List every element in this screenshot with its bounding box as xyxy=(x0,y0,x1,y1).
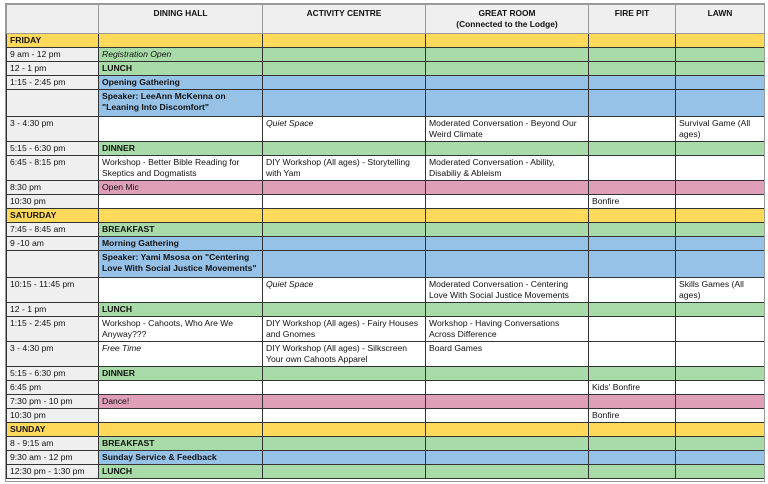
dining-cell[interactable]: Free Time xyxy=(99,342,263,367)
dining-cell[interactable]: Workshop - Cahoots, Who Are We Anyway??? xyxy=(99,317,263,342)
lawn-cell[interactable] xyxy=(676,62,765,76)
table-row xyxy=(7,223,765,237)
time-cell[interactable]: 7:30 pm - 10 pm xyxy=(7,395,99,409)
fire-pit-cell[interactable] xyxy=(589,465,676,479)
fire-pit-cell[interactable] xyxy=(589,395,676,409)
schedule-table xyxy=(6,4,765,479)
activity-cell[interactable] xyxy=(263,409,426,423)
activity-cell[interactable]: DIY Workshop (All ages) - Storytelling with Yam xyxy=(263,156,426,181)
time-cell[interactable]: 9 am - 12 pm xyxy=(7,48,99,62)
dining-cell[interactable] xyxy=(99,117,263,142)
table-row xyxy=(7,195,765,209)
fire-pit-cell[interactable] xyxy=(589,90,676,117)
lawn-cell[interactable] xyxy=(676,156,765,181)
great-room-cell[interactable] xyxy=(426,223,589,237)
dining-cell[interactable] xyxy=(99,195,263,209)
header-row xyxy=(7,5,765,34)
lawn-cell[interactable] xyxy=(676,181,765,195)
great-room-cell[interactable]: Moderated Conversation - Beyond Our Weird Climate xyxy=(426,117,589,142)
dining-cell[interactable]: Dance! xyxy=(99,395,263,409)
table-row xyxy=(7,251,765,278)
dining-cell[interactable]: Speaker: Yami Msosa on "Centering Love With Social Justice Movements" xyxy=(99,251,263,278)
great-room-cell[interactable] xyxy=(426,395,589,409)
great-room-cell[interactable] xyxy=(426,48,589,62)
lawn-cell[interactable] xyxy=(676,251,765,278)
great-room-cell[interactable] xyxy=(426,142,589,156)
dining-cell[interactable]: BREAKFAST xyxy=(99,223,263,237)
time-cell[interactable]: 12:30 pm - 1:30 pm xyxy=(7,465,99,479)
cell[interactable] xyxy=(426,423,589,437)
time-cell[interactable]: 10:15 - 11:45 pm xyxy=(7,278,99,303)
cell[interactable] xyxy=(263,209,426,223)
activity-cell[interactable] xyxy=(263,237,426,251)
great-room-cell[interactable] xyxy=(426,181,589,195)
lawn-cell[interactable] xyxy=(676,90,765,117)
table-row xyxy=(7,62,765,76)
header-activity-centre[interactable]: ACTIVITY CENTRE xyxy=(263,5,426,34)
time-cell[interactable]: 6:45 - 8:15 pm xyxy=(7,156,99,181)
activity-cell[interactable] xyxy=(263,303,426,317)
day-row-saturday xyxy=(7,209,765,223)
time-cell[interactable]: 6:45 pm xyxy=(7,381,99,395)
table-row xyxy=(7,76,765,90)
table-row xyxy=(7,317,765,342)
lawn-cell[interactable] xyxy=(676,237,765,251)
great-room-cell[interactable] xyxy=(426,251,589,278)
lawn-cell[interactable] xyxy=(676,48,765,62)
fire-pit-cell[interactable] xyxy=(589,303,676,317)
great-room-cell[interactable]: Workshop - Having Conversations Across Difference xyxy=(426,317,589,342)
activity-cell[interactable] xyxy=(263,381,426,395)
great-room-cell[interactable] xyxy=(426,195,589,209)
lawn-cell[interactable] xyxy=(676,223,765,237)
lawn-cell[interactable] xyxy=(676,465,765,479)
great-room-subtitle: (Connected to the Lodge) xyxy=(456,19,558,29)
great-room-cell[interactable] xyxy=(426,76,589,90)
header-great-room[interactable] xyxy=(426,5,589,34)
cell[interactable] xyxy=(99,34,263,48)
cell[interactable] xyxy=(99,209,263,223)
day-row-friday xyxy=(7,34,765,48)
time-cell[interactable]: 3 - 4:30 pm xyxy=(7,117,99,142)
dining-cell[interactable]: LUNCH xyxy=(99,303,263,317)
activity-cell[interactable]: Quiet Space xyxy=(263,278,426,303)
dining-cell[interactable] xyxy=(99,381,263,395)
activity-cell[interactable] xyxy=(263,437,426,451)
activity-cell[interactable] xyxy=(263,395,426,409)
day-row-sunday xyxy=(7,423,765,437)
time-cell[interactable]: 9 -10 am xyxy=(7,237,99,251)
time-cell[interactable]: 8:30 pm xyxy=(7,181,99,195)
time-cell[interactable]: 3 - 4:30 pm xyxy=(7,342,99,367)
table-row xyxy=(7,117,765,142)
table-row xyxy=(7,367,765,381)
activity-cell[interactable]: DIY Workshop (All ages) - Fairy Houses and Gnomes xyxy=(263,317,426,342)
dining-cell[interactable]: Workshop - Better Bible Reading for Skeptics and Dogmatists xyxy=(99,156,263,181)
activity-cell[interactable] xyxy=(263,223,426,237)
great-room-cell[interactable]: Moderated Conversation - Ability, Disabiliy & Ableism xyxy=(426,156,589,181)
cell[interactable] xyxy=(676,209,765,223)
dining-cell[interactable]: DINNER xyxy=(99,367,263,381)
lawn-cell[interactable] xyxy=(676,451,765,465)
fire-pit-cell[interactable] xyxy=(589,156,676,181)
table-row xyxy=(7,303,765,317)
activity-cell[interactable] xyxy=(263,465,426,479)
table-row xyxy=(7,451,765,465)
great-room-cell[interactable] xyxy=(426,437,589,451)
dining-cell[interactable]: Morning Gathering xyxy=(99,237,263,251)
dining-cell[interactable]: LUNCH xyxy=(99,62,263,76)
activity-cell[interactable] xyxy=(263,142,426,156)
time-cell[interactable] xyxy=(7,251,99,278)
time-cell[interactable]: 8 - 9:15 am xyxy=(7,437,99,451)
dining-cell[interactable] xyxy=(99,409,263,423)
activity-cell[interactable] xyxy=(263,48,426,62)
lawn-cell[interactable] xyxy=(676,317,765,342)
activity-cell[interactable] xyxy=(263,195,426,209)
cell[interactable] xyxy=(589,209,676,223)
great-room-cell[interactable] xyxy=(426,62,589,76)
time-cell[interactable]: 12 - 1 pm xyxy=(7,303,99,317)
time-cell[interactable]: 5:15 - 6:30 pm xyxy=(7,142,99,156)
great-room-cell[interactable] xyxy=(426,303,589,317)
great-room-cell[interactable] xyxy=(426,409,589,423)
lawn-cell[interactable] xyxy=(676,395,765,409)
day-label[interactable]: SATURDAY xyxy=(7,209,99,223)
activity-cell[interactable] xyxy=(263,76,426,90)
header-dining-hall[interactable]: DINING HALL xyxy=(99,5,263,34)
lawn-cell[interactable] xyxy=(676,437,765,451)
dining-cell[interactable]: Registration Open xyxy=(99,48,263,62)
table-row xyxy=(7,181,765,195)
time-cell[interactable]: 5:15 - 6:30 pm xyxy=(7,367,99,381)
fire-pit-cell[interactable]: Bonfire xyxy=(589,409,676,423)
dining-cell[interactable]: BREAKFAST xyxy=(99,437,263,451)
table-row xyxy=(7,381,765,395)
time-cell[interactable]: 12 - 1 pm xyxy=(7,62,99,76)
cell[interactable] xyxy=(589,423,676,437)
day-label[interactable]: SUNDAY xyxy=(7,423,99,437)
activity-cell[interactable] xyxy=(263,90,426,117)
table-row xyxy=(7,90,765,117)
lawn-cell[interactable] xyxy=(676,76,765,90)
great-room-cell[interactable] xyxy=(426,451,589,465)
fire-pit-cell[interactable] xyxy=(589,278,676,303)
cell[interactable] xyxy=(99,423,263,437)
activity-cell[interactable] xyxy=(263,251,426,278)
dining-cell[interactable]: DINNER xyxy=(99,142,263,156)
great-room-cell[interactable] xyxy=(426,367,589,381)
header-time xyxy=(7,5,99,34)
cell[interactable] xyxy=(676,34,765,48)
lawn-cell[interactable] xyxy=(676,303,765,317)
fire-pit-cell[interactable] xyxy=(589,317,676,342)
table-row xyxy=(7,156,765,181)
time-cell[interactable]: 1:15 - 2:45 pm xyxy=(7,76,99,90)
table-row xyxy=(7,278,765,303)
activity-cell[interactable]: Quiet Space xyxy=(263,117,426,142)
great-room-title: GREAT ROOM xyxy=(478,8,536,18)
cell[interactable] xyxy=(263,423,426,437)
fire-pit-cell[interactable] xyxy=(589,437,676,451)
lawn-cell[interactable] xyxy=(676,342,765,367)
fire-pit-cell[interactable] xyxy=(589,48,676,62)
cell[interactable] xyxy=(426,209,589,223)
fire-pit-cell[interactable] xyxy=(589,367,676,381)
time-cell[interactable]: 10:30 pm xyxy=(7,409,99,423)
time-cell[interactable]: 10:30 pm xyxy=(7,195,99,209)
dining-cell[interactable]: Opening Gathering xyxy=(99,76,263,90)
fire-pit-cell[interactable] xyxy=(589,142,676,156)
fire-pit-cell[interactable]: Kids' Bonfire xyxy=(589,381,676,395)
table-row xyxy=(7,142,765,156)
activity-cell[interactable] xyxy=(263,451,426,465)
fire-pit-cell[interactable] xyxy=(589,62,676,76)
lawn-cell[interactable] xyxy=(676,381,765,395)
header-lawn[interactable]: LAWN xyxy=(676,5,765,34)
dining-cell[interactable]: LUNCH xyxy=(99,465,263,479)
table-row xyxy=(7,465,765,479)
cell[interactable] xyxy=(589,34,676,48)
lawn-cell[interactable]: Skills Games (All ages) xyxy=(676,278,765,303)
header-fire-pit[interactable]: FIRE PIT xyxy=(589,5,676,34)
fire-pit-cell[interactable] xyxy=(589,237,676,251)
table-row xyxy=(7,237,765,251)
time-cell[interactable]: 1:15 - 2:45 pm xyxy=(7,317,99,342)
activity-cell[interactable] xyxy=(263,62,426,76)
time-cell[interactable]: 7:45 - 8:45 am xyxy=(7,223,99,237)
time-cell[interactable]: 9:30 am - 12 pm xyxy=(7,451,99,465)
great-room-cell[interactable] xyxy=(426,381,589,395)
lawn-cell[interactable] xyxy=(676,142,765,156)
fire-pit-cell[interactable]: Bonfire xyxy=(589,195,676,209)
table-row xyxy=(7,409,765,423)
dining-cell[interactable]: Speaker: LeeAnn McKenna on "Leaning Into Discomfort" xyxy=(99,90,263,117)
great-room-cell[interactable]: Board Games xyxy=(426,342,589,367)
dining-cell[interactable]: Sunday Service & Feedback xyxy=(99,451,263,465)
dining-cell[interactable] xyxy=(99,278,263,303)
table-row xyxy=(7,395,765,409)
cell[interactable] xyxy=(426,34,589,48)
table-row xyxy=(7,437,765,451)
great-room-cell[interactable] xyxy=(426,465,589,479)
fire-pit-cell[interactable] xyxy=(589,451,676,465)
activity-cell[interactable] xyxy=(263,367,426,381)
day-label[interactable]: FRIDAY xyxy=(7,34,99,48)
lawn-cell[interactable] xyxy=(676,409,765,423)
great-room-cell[interactable]: Moderated Conversation - Centering Love With Social Justice Movements xyxy=(426,278,589,303)
great-room-cell[interactable] xyxy=(426,237,589,251)
fire-pit-cell[interactable] xyxy=(589,76,676,90)
table-row xyxy=(7,342,765,367)
activity-cell[interactable]: DIY Workshop (All ages) - Silkscreen Your own Cahoots Apparel xyxy=(263,342,426,367)
fire-pit-cell[interactable] xyxy=(589,117,676,142)
great-room-cell[interactable] xyxy=(426,90,589,117)
fire-pit-cell[interactable] xyxy=(589,181,676,195)
activity-cell[interactable] xyxy=(263,181,426,195)
time-cell[interactable] xyxy=(7,90,99,117)
cell[interactable] xyxy=(263,34,426,48)
lawn-cell[interactable] xyxy=(676,367,765,381)
fire-pit-cell[interactable] xyxy=(589,342,676,367)
lawn-cell[interactable] xyxy=(676,195,765,209)
fire-pit-cell[interactable] xyxy=(589,223,676,237)
table-row xyxy=(7,48,765,62)
lawn-cell[interactable]: Survival Game (All ages) xyxy=(676,117,765,142)
dining-cell[interactable]: Open Mic xyxy=(99,181,263,195)
fire-pit-cell[interactable] xyxy=(589,251,676,278)
cell[interactable] xyxy=(676,423,765,437)
